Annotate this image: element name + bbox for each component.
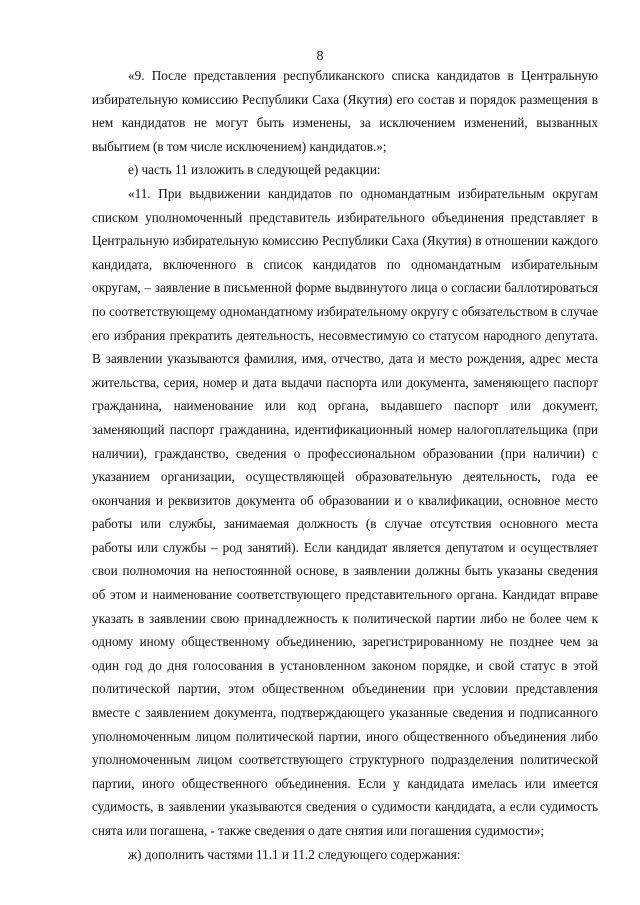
document-body [92,64,598,866]
paragraph-clause-9: «9. После представления республиканского списка кандидатов в Центральную избирательную комиссию Республики Саха (Якутия) его состав и порядок размещения в нем кандидатов не могут быть изменены, за исключением изменений, вызванных выбытием (в том числе исключением) кандидатов.»; [92,68,598,154]
paragraph-clause-11: «11. При выдвижении кандидатов по одномандатным избирательным округам списком уполномоченный представитель избирательного объединения представляет в Центральную избирательную комиссию Республики Саха (Якутия) в отношении каждого кандидата, включенного в список кандидатов по одномандатным избирательным округам, – заявление в письменной форме выдвинутого лица о согласии баллотироваться по соответствующему одномандатному избирательному округу с обязательством в случае его избрания прекратить деятельность, несовместимую со статусом народного депутата. В заявлении указываются фамилия, имя, отчество, дата и место рождения, адрес места жительства, серия, номер и дата выдачи паспорта или документа, заменяющего паспорт гражданина, наименование или код органа, выдавшего паспорт или документ, заменяющий паспорт гражданина, идентификационный номер налогоплательщика (при наличии), гражданство, сведения о профессиональном образовании (при наличии) с указанием организации, осуществляющей образовательную деятельность, года ее окончания и реквизитов документа об образовании и о квалификации, основное место работы или службы, занимаемая должность (в случае отсутствия основного места работы или службы – род занятий). Если кандидат является депутатом и осуществляет свои полномочия на непостоянной основе, в заявлении должны быть указаны сведения об этом и наименование соответствующего представительного органа. Кандидат вправе указать в заявлении свою принадлежность к политической партии либо не более чем к одному иному общественному объединению, зарегистрированному не позднее чем за один год до дня голосования в установленном законом порядке, и свой статус в этой политической партии, этом общественном объединении при условии представления вместе с заявлением документа, подтверждающего указанные сведения и подписанного уполномоченным лицом политической партии, иного общественного объединения либо уполномоченным лицом соответствующего структурного подразделения политической партии, иного общественного объединения. Если у кандидата имелась или имеется судимость, в заявлении указываются сведения о судимости кандидата, а если судимость снята или погашена, - также сведения о дате снятия или погашения судимости»; [92,185,598,838]
paragraph-amendment-e: е) часть 11 изложить в следующей редакции: [128,162,381,178]
paragraph-amendment-zh: ж) дополнить частями 11.1 и 11.2 следующего содержания: [128,846,461,862]
page-number: 8 [316,49,324,64]
